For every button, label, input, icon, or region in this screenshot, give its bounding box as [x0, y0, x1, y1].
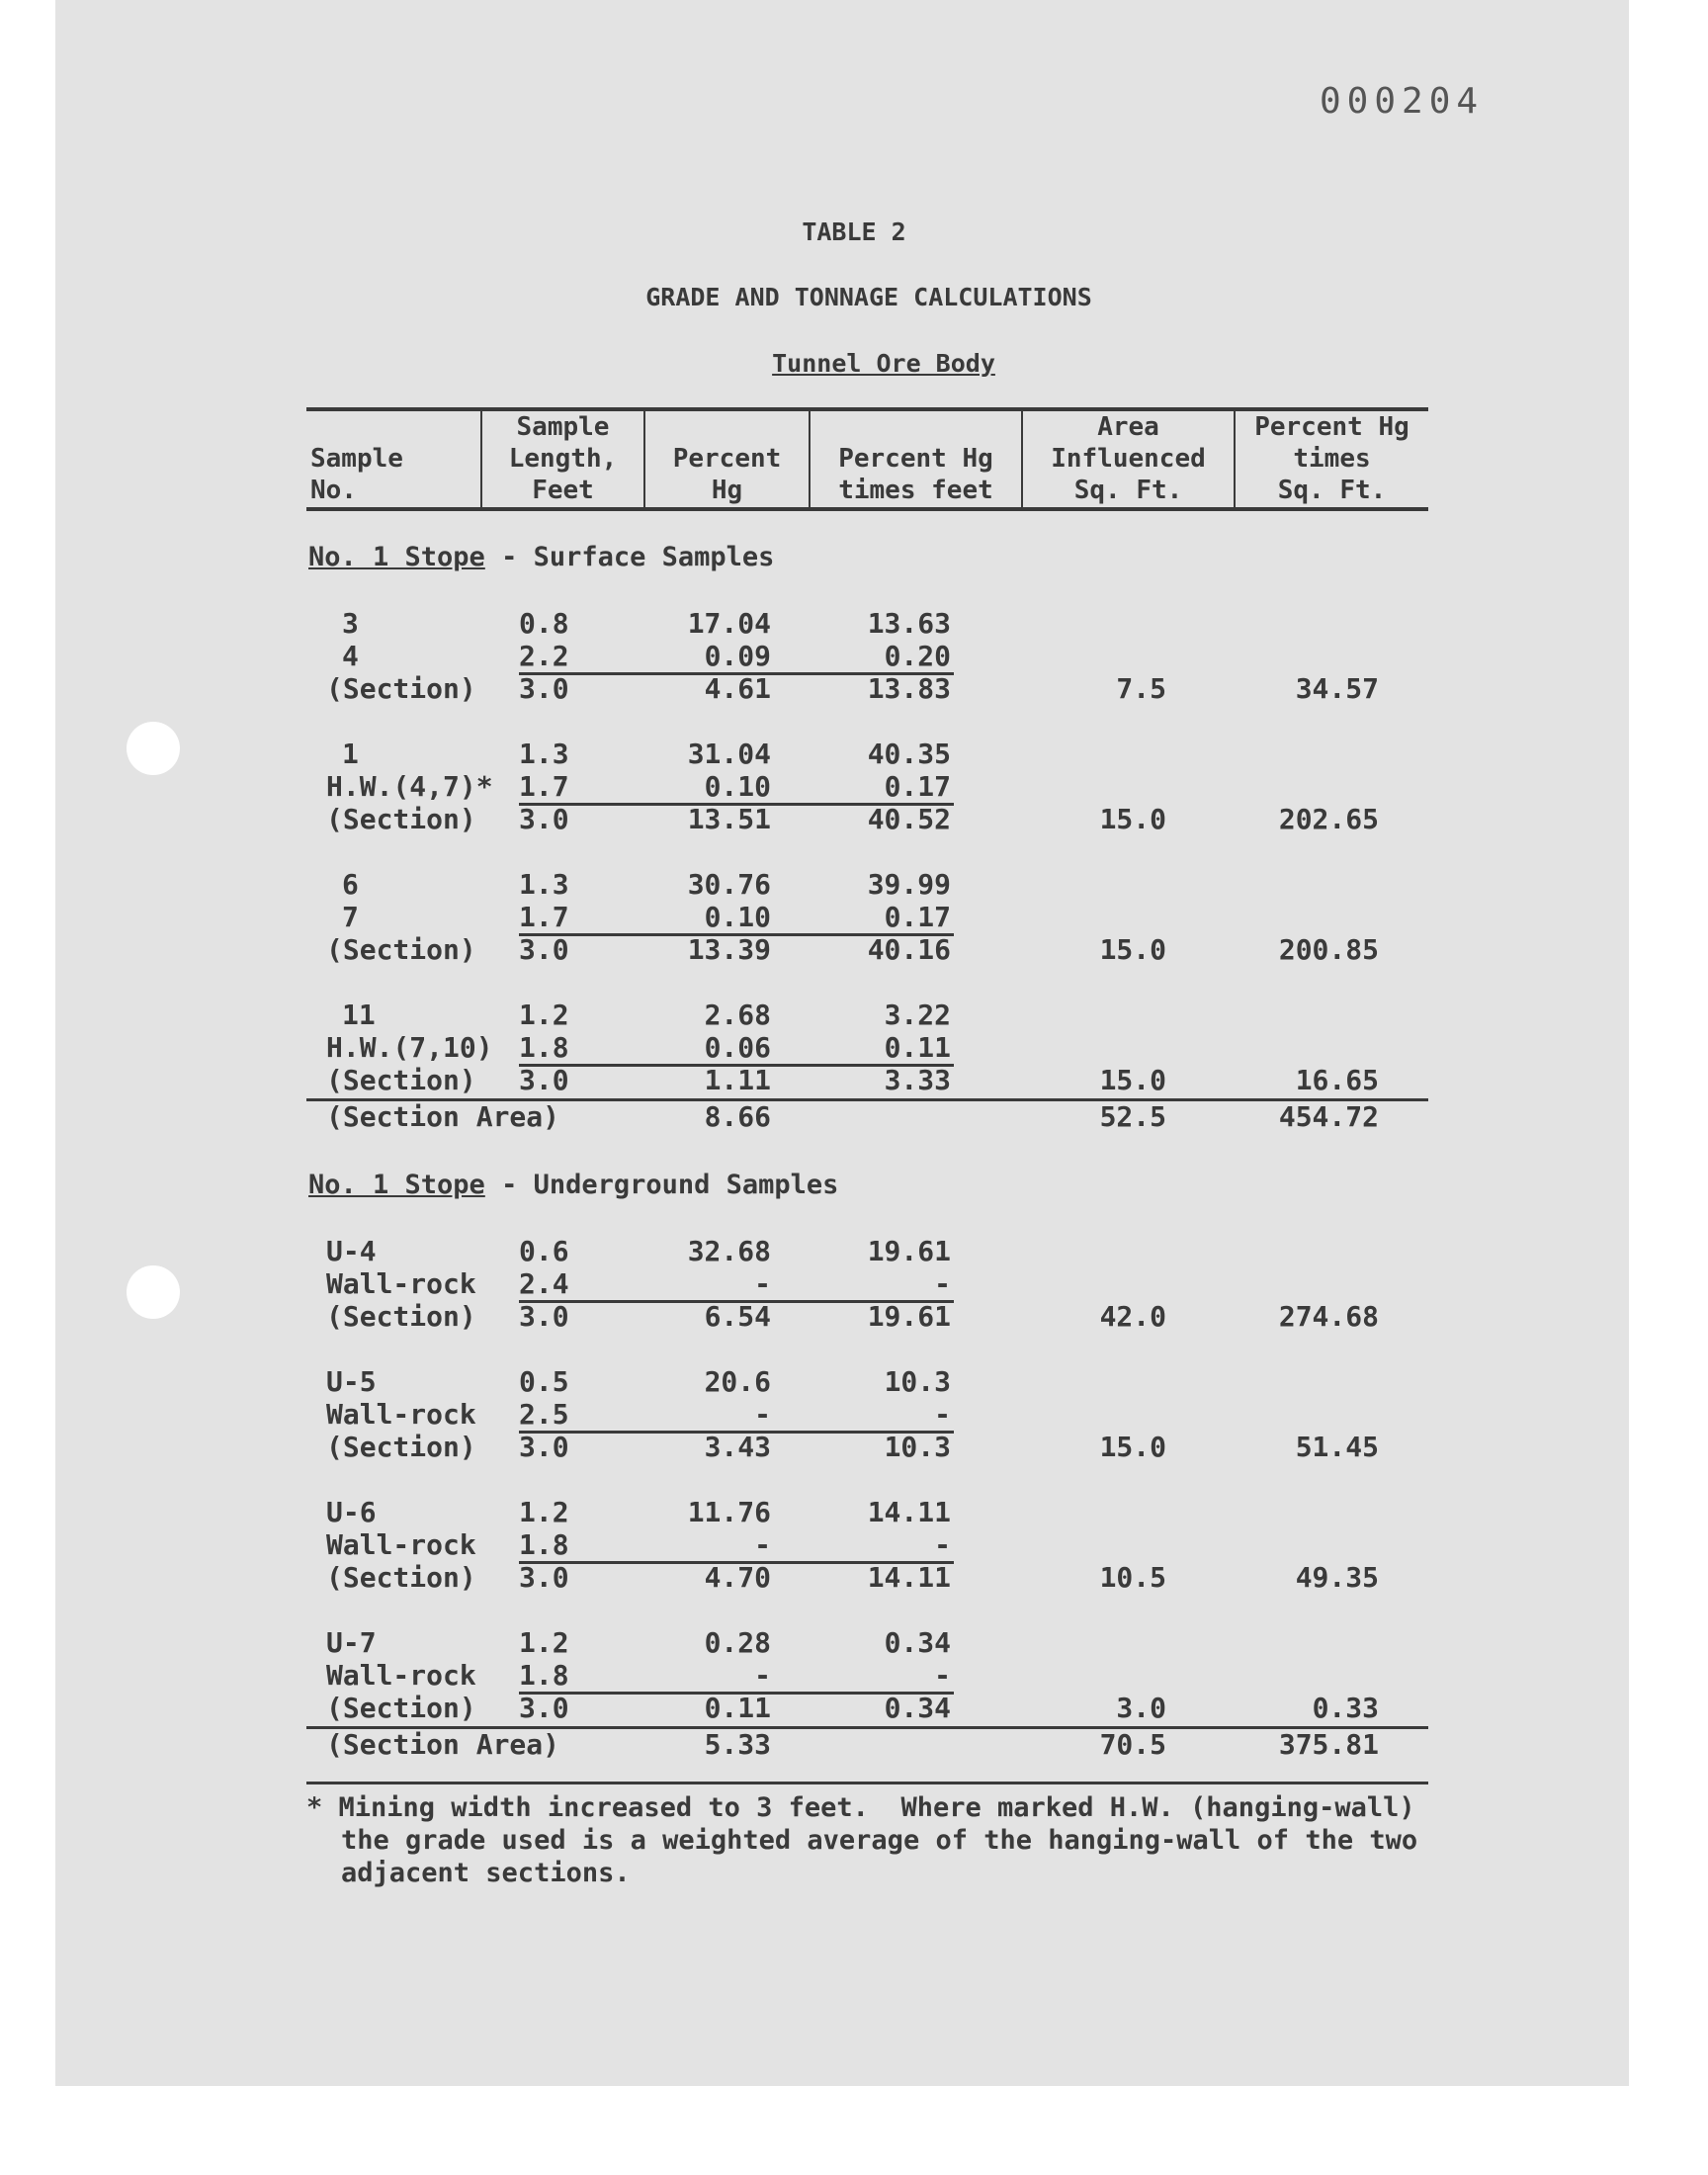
area-influenced: 15.0 — [1099, 1431, 1166, 1463]
column-header-c6-line: times — [1293, 444, 1371, 474]
column-header-c4-line: times feet — [838, 476, 993, 505]
sample-label: 6 — [342, 868, 359, 901]
percent-hg: 0.11 — [704, 1692, 771, 1724]
sample-label: U-4 — [326, 1235, 377, 1267]
section-heading-kind: - Underground Samples — [484, 1170, 839, 1200]
percent-hg-times-feet: 14.11 — [867, 1496, 951, 1528]
sample-length: 3.0 — [519, 1300, 569, 1333]
area-influenced: 15.0 — [1099, 1064, 1166, 1096]
percent-hg-times-feet: - — [934, 1398, 951, 1431]
percent-hg-times-sqft: 51.45 — [1295, 1431, 1379, 1463]
percent-hg: 0.06 — [704, 1031, 771, 1064]
percent-hg: 13.39 — [687, 933, 771, 966]
table-label: TABLE 2 — [802, 218, 906, 246]
percent-hg: 31.04 — [687, 738, 771, 770]
sample-label: (Section) — [326, 1431, 476, 1463]
sample-label: (Section) — [326, 803, 476, 835]
percent-hg-times-feet: 0.11 — [884, 1031, 951, 1064]
column-header-c6-line: Percent Hg — [1254, 412, 1409, 442]
percent-hg: 3.43 — [704, 1431, 771, 1463]
percent-hg: 30.76 — [687, 868, 771, 901]
percent-hg-times-feet: 40.16 — [867, 933, 951, 966]
area-influenced: 15.0 — [1099, 803, 1166, 835]
percent-hg-times-feet: 0.17 — [884, 770, 951, 803]
sample-label: H.W.(7,10) — [326, 1031, 493, 1064]
section-heading-stope: No. 1 Stope — [308, 1170, 485, 1200]
percent-hg: 0.28 — [704, 1626, 771, 1659]
area-influenced: 42.0 — [1099, 1300, 1166, 1333]
percent-hg-times-feet: - — [934, 1659, 951, 1692]
area-influenced: 7.5 — [1116, 672, 1166, 705]
sample-length: 1.8 — [519, 1031, 569, 1064]
sample-length: 1.2 — [519, 999, 569, 1031]
column-header-c5-line: Influenced — [1051, 444, 1206, 474]
section-heading-kind: - Surface Samples — [484, 542, 775, 572]
percent-hg-times-feet: 0.34 — [884, 1626, 951, 1659]
sample-length: 3.0 — [519, 933, 569, 966]
page-stamp: 000204 — [1320, 81, 1485, 122]
percent-hg-times-feet: 14.11 — [867, 1561, 951, 1594]
percent-hg: 0.10 — [704, 770, 771, 803]
sample-length: 2.4 — [519, 1267, 569, 1300]
sample-label: U-6 — [326, 1496, 377, 1528]
percent-hg-times-feet: 40.35 — [867, 738, 951, 770]
sample-label: 11 — [342, 999, 376, 1031]
sample-label: (Section) — [326, 1064, 476, 1096]
footnote-line-1: * Mining width increased to 3 feet. Where marked H.W. (hanging-wall) — [306, 1792, 1415, 1823]
section-heading-stope: No. 1 Stope — [308, 542, 485, 572]
sample-label: Wall-rock — [326, 1528, 476, 1561]
sample-label: H.W.(4,7)* — [326, 770, 493, 803]
column-header-c2-line: Feet — [532, 476, 594, 505]
sample-label: Wall-rock — [326, 1659, 476, 1692]
area-influenced: 10.5 — [1099, 1561, 1166, 1594]
section-area-label: (Section Area) — [326, 1728, 560, 1761]
section-heading — [308, 542, 774, 572]
percent-hg-times-feet: 3.22 — [884, 999, 951, 1031]
sample-label: (Section) — [326, 1300, 476, 1333]
percent-hg-times-feet: 10.3 — [884, 1365, 951, 1398]
percent-hg-times-sqft: 34.57 — [1295, 672, 1379, 705]
percent-hg-times-sqft: 274.68 — [1278, 1300, 1379, 1333]
sample-length: 3.0 — [519, 672, 569, 705]
percent-hg-times-feet: - — [934, 1267, 951, 1300]
percent-hg: 4.61 — [704, 672, 771, 705]
page-subtitle: Tunnel Ore Body — [772, 349, 995, 378]
sample-length: 3.0 — [519, 1561, 569, 1594]
section-area-total: 70.5 — [1099, 1728, 1166, 1761]
percent-hg: - — [754, 1267, 771, 1300]
percent-hg-times-feet: 3.33 — [884, 1064, 951, 1096]
sample-label: U-7 — [326, 1626, 377, 1659]
percent-hg-times-sqft: 202.65 — [1278, 803, 1379, 835]
page-title: GRADE AND TONNAGE CALCULATIONS — [645, 283, 1092, 311]
sample-length: 1.2 — [519, 1496, 569, 1528]
sample-label: 1 — [342, 738, 359, 770]
sample-length: 0.6 — [519, 1235, 569, 1267]
column-header-c2-line: Length, — [508, 444, 618, 474]
section-area-label: (Section Area) — [326, 1100, 560, 1133]
punch-hole — [127, 1265, 180, 1319]
sample-length: 3.0 — [519, 1692, 569, 1724]
percent-hg: 1.11 — [704, 1064, 771, 1096]
percent-hg-times-feet: 19.61 — [867, 1300, 951, 1333]
percent-hg-times-feet: 10.3 — [884, 1431, 951, 1463]
area-influenced: 3.0 — [1116, 1692, 1166, 1724]
sample-label: (Section) — [326, 672, 476, 705]
column-header-c1-line: No. — [310, 476, 357, 505]
percent-hg-times-sqft: 0.33 — [1312, 1692, 1379, 1724]
column-header-c5-line: Sq. Ft. — [1073, 476, 1183, 505]
percent-hg: 11.76 — [687, 1496, 771, 1528]
percent-hg-times-feet: 0.20 — [884, 640, 951, 672]
percent-hg: 4.70 — [704, 1561, 771, 1594]
area-influenced: 15.0 — [1099, 933, 1166, 966]
percent-hg-times-feet: 19.61 — [867, 1235, 951, 1267]
section-area-hg-sqft: 454.72 — [1278, 1100, 1379, 1133]
percent-hg-times-feet: - — [934, 1528, 951, 1561]
sample-length: 2.5 — [519, 1398, 569, 1431]
percent-hg: - — [754, 1398, 771, 1431]
footnote-line-2: the grade used is a weighted average of the hanging-wall of the two — [341, 1825, 1418, 1856]
percent-hg-times-feet: 0.34 — [884, 1692, 951, 1724]
column-header-c3-line: Hg — [711, 476, 743, 505]
sample-length: 1.2 — [519, 1626, 569, 1659]
sample-length: 0.5 — [519, 1365, 569, 1398]
sample-label: (Section) — [326, 1692, 476, 1724]
footnote-line-3: adjacent sections. — [341, 1858, 631, 1888]
percent-hg: 20.6 — [704, 1365, 771, 1398]
sample-label: 4 — [342, 640, 359, 672]
sample-label: (Section) — [326, 1561, 476, 1594]
sample-length: 3.0 — [519, 1064, 569, 1096]
column-header-c4-line: Percent Hg — [838, 444, 993, 474]
percent-hg: 32.68 — [687, 1235, 771, 1267]
percent-hg: 17.04 — [687, 607, 771, 640]
column-header-c1-line: Sample — [310, 444, 403, 474]
percent-hg-times-sqft: 49.35 — [1295, 1561, 1379, 1594]
section-heading — [308, 1170, 838, 1200]
percent-hg-times-feet: 39.99 — [867, 868, 951, 901]
percent-hg: 13.51 — [687, 803, 771, 835]
sample-label: (Section) — [326, 933, 476, 966]
sample-length: 3.0 — [519, 803, 569, 835]
sample-length: 1.8 — [519, 1659, 569, 1692]
column-header-c3-line: Percent — [672, 444, 782, 474]
sample-label: 7 — [342, 901, 359, 933]
column-header-c2-line: Sample — [516, 412, 610, 442]
header-bottom-rule — [306, 507, 1428, 511]
percent-hg: - — [754, 1528, 771, 1561]
percent-hg: 0.09 — [704, 640, 771, 672]
section-area-total: 52.5 — [1099, 1100, 1166, 1133]
percent-hg-times-feet: 13.83 — [867, 672, 951, 705]
percent-hg: 2.68 — [704, 999, 771, 1031]
sample-length: 1.7 — [519, 901, 569, 933]
footnote-rule — [306, 1782, 1428, 1784]
section-area-hg-sqft: 375.81 — [1278, 1728, 1379, 1761]
percent-hg-times-feet: 40.52 — [867, 803, 951, 835]
percent-hg: - — [754, 1659, 771, 1692]
sample-length: 3.0 — [519, 1431, 569, 1463]
column-header-c5-line: Area — [1097, 412, 1159, 442]
sample-label: 3 — [342, 607, 359, 640]
column-header-c6-line: Sq. Ft. — [1277, 476, 1387, 505]
percent-hg: 0.10 — [704, 901, 771, 933]
sample-length: 0.8 — [519, 607, 569, 640]
sample-length: 1.8 — [519, 1528, 569, 1561]
percent-hg-times-sqft: 16.65 — [1295, 1064, 1379, 1096]
percent-hg-times-feet: 13.63 — [867, 607, 951, 640]
sample-length: 2.2 — [519, 640, 569, 672]
sample-length: 1.3 — [519, 868, 569, 901]
sample-length: 1.3 — [519, 738, 569, 770]
percent-hg: 6.54 — [704, 1300, 771, 1333]
sample-label: U-5 — [326, 1365, 377, 1398]
percent-hg-times-sqft: 200.85 — [1278, 933, 1379, 966]
percent-hg-times-feet: 0.17 — [884, 901, 951, 933]
punch-hole — [127, 722, 180, 775]
sample-length: 1.7 — [519, 770, 569, 803]
section-area-percent-hg: 8.66 — [704, 1100, 771, 1133]
sample-label: Wall-rock — [326, 1398, 476, 1431]
sample-label: Wall-rock — [326, 1267, 476, 1300]
section-area-percent-hg: 5.33 — [704, 1728, 771, 1761]
